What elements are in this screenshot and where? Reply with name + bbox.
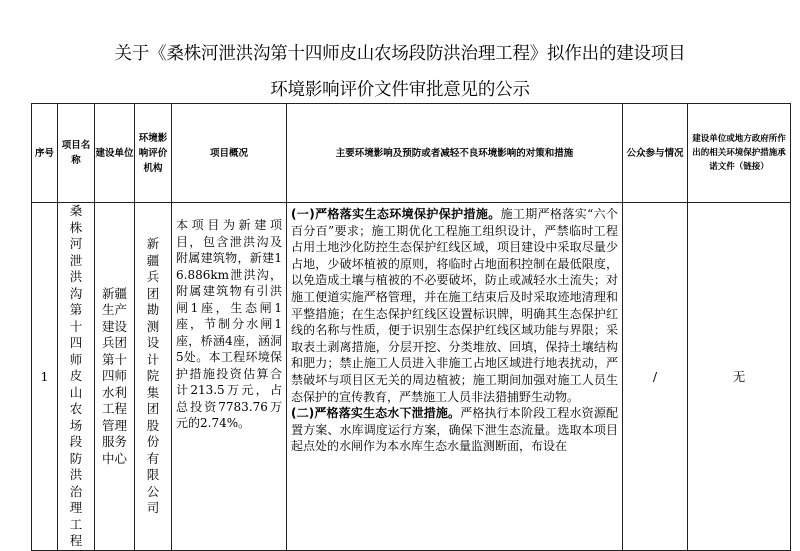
cell-measures bbox=[287, 203, 623, 551]
builder-text: 新疆生产建设兵团第十四师水利工程管理服务中心 bbox=[101, 285, 127, 466]
header-measures: 主要环境影响及预防或者减轻不良环境影响的对策和措施 bbox=[287, 104, 623, 203]
header-seq: 序号 bbox=[32, 104, 58, 203]
measure-2-heading: (二)严格落实生态水下泄措施。 bbox=[291, 406, 461, 421]
cell-eia-org bbox=[135, 203, 172, 551]
header-commitment: 建设单位或地方政府所作出的相关环境保护措施承诺文件（链接） bbox=[688, 104, 791, 203]
project-name-text: 桑株河泄洪沟第十四师皮山农场段防洪治理工程 bbox=[69, 203, 83, 548]
cell-seq: 1 bbox=[32, 203, 58, 551]
header-eia-org: 环境影响评价机构 bbox=[135, 104, 172, 203]
measure-1-text: 施工期严格落实“六个百分百”要求；施工期优化工程施工组织设计，严禁临时工程占用土地沙化防控生态保护红线区域，项目建设中采取尽量少占地，少破坏植被的原则，将临时占地面积控制在最低限度，以免造成土壤与植被的不必要破坏，防止或减轻水土流失；对施工便道实施严格管理，并在施工结束后及时采取迹地清理和平整措施；在生态保护红线区设置标识牌，明确其生态保护红线的名称与性质，便于识别生态保护红线区域功能与界限；采取表土剥离措施，分层开挖、分类堆放、回填，保持土壤结构和肥力；禁止施工人员进入非施工占地区域进行地表扰动，严禁破坏与项目区无关的周边植被；施工期间加强对施工人员生态保护的宣传教育，严禁施工人员非法猎捕野生动物。 bbox=[291, 207, 618, 404]
measure-2 bbox=[291, 405, 618, 455]
cell-commitment: 无 bbox=[688, 203, 791, 551]
table-header-row bbox=[32, 104, 791, 203]
eia-org-text: 新疆兵团勘测设计院集团股份有限公司 bbox=[146, 236, 160, 515]
measure-1 bbox=[291, 206, 618, 405]
header-project-name: 项目名称 bbox=[58, 104, 95, 203]
header-builder: 建设单位 bbox=[95, 104, 135, 203]
measure-1-heading: (一)严格落实生态环境保护保护措施。 bbox=[291, 207, 501, 221]
header-overview: 项目概况 bbox=[172, 104, 287, 203]
cell-public-participation: / bbox=[623, 203, 688, 551]
table-row bbox=[32, 203, 791, 551]
cell-builder bbox=[95, 203, 135, 551]
header-public-participation: 公众参与情况 bbox=[623, 104, 688, 203]
measure-2-text: 严格执行本阶段工程水资源配置方案、水库调度运行方案，确保下泄生态流量。选取本项目起点处的水闸作为本水库生态水量监测断面，布设在 bbox=[291, 406, 618, 454]
page-title-line-1: 关于《桑株河泄洪沟第十四师皮山农场段防洪治理工程》拟作出的建设项目 bbox=[114, 44, 686, 64]
approval-table bbox=[31, 103, 791, 551]
cell-project-name bbox=[58, 203, 95, 551]
cell-overview: 本项目为新建项目，包含泄洪沟及附属建筑物，新建16.886km泄洪沟，附属建筑物有引洪闸1座，生态闸1座，节制分水闸1座，桥涵4座，涵洞5处。本工程环境保护措施投资估算合计213.5万元，占总投资7783.76万元的2.74%。 bbox=[172, 203, 287, 551]
page-title-line-2: 环境影响评价文件审批意见的公示 bbox=[270, 80, 530, 100]
